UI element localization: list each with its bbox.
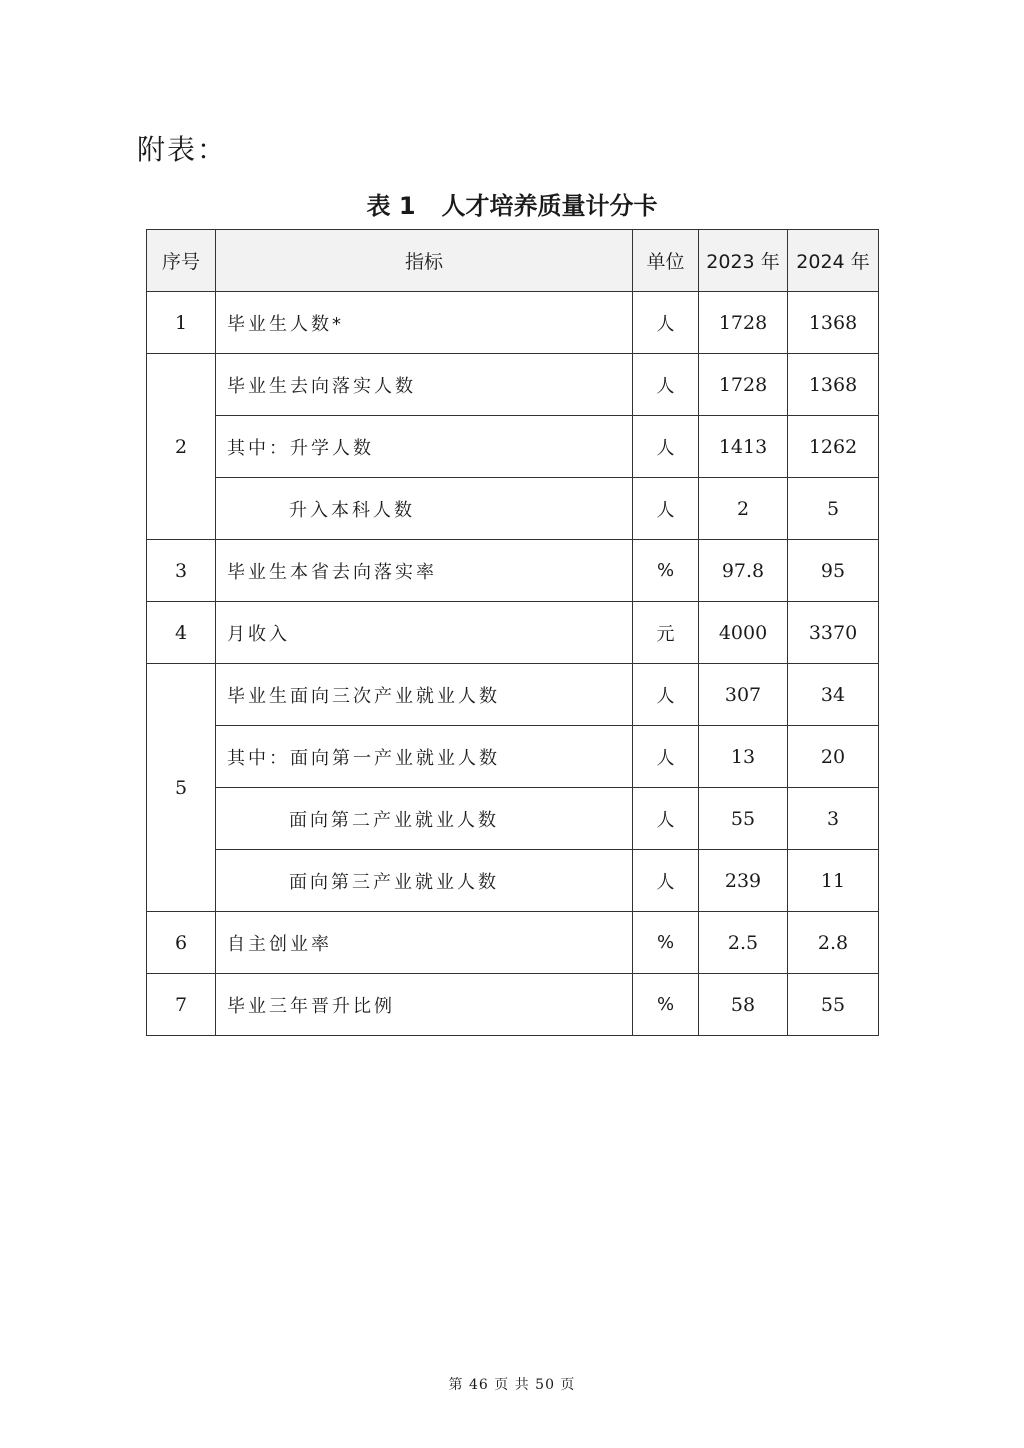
row-2024-value: 1368 <box>788 292 879 354</box>
talent-scorecard-table <box>146 229 879 1036</box>
row-no: 4 <box>147 602 216 664</box>
row-indicator: 其中：面向第一产业就业人数 <box>216 726 633 788</box>
row-2023-value: 58 <box>699 974 788 1036</box>
row-no: 7 <box>147 974 216 1036</box>
table-row <box>147 540 879 602</box>
table-row <box>147 602 879 664</box>
row-2024-value: 34 <box>788 664 879 726</box>
row-2024-value: 20 <box>788 726 879 788</box>
header-2024: 2024 年 <box>788 230 879 292</box>
row-2024-value: 55 <box>788 974 879 1036</box>
row-2023-value: 4000 <box>699 602 788 664</box>
row-unit: 人 <box>633 478 699 540</box>
row-indicator: 毕业生本省去向落实率 <box>216 540 633 602</box>
row-2023-value: 55 <box>699 788 788 850</box>
row-unit: 人 <box>633 788 699 850</box>
row-indicator: 毕业生面向三次产业就业人数 <box>216 664 633 726</box>
row-no: 5 <box>147 664 216 912</box>
row-2023-value: 1728 <box>699 292 788 354</box>
table-number: 表 1 <box>366 192 416 220</box>
header-row <box>147 230 879 292</box>
page-footer: 第 46 页 共 50 页 <box>448 1377 576 1393</box>
row-indicator: 自主创业率 <box>216 912 633 974</box>
row-indicator: 面向第三产业就业人数 <box>216 850 633 912</box>
row-2023-value: 2.5 <box>699 912 788 974</box>
row-no: 1 <box>147 292 216 354</box>
row-no: 3 <box>147 540 216 602</box>
row-2024-value: 1368 <box>788 354 879 416</box>
row-2023-value: 1413 <box>699 416 788 478</box>
row-unit: 人 <box>633 850 699 912</box>
row-2023-value: 307 <box>699 664 788 726</box>
row-unit: 人 <box>633 292 699 354</box>
row-unit: 元 <box>633 602 699 664</box>
row-2024-value: 3370 <box>788 602 879 664</box>
table-row <box>147 726 879 788</box>
row-unit: 人 <box>633 664 699 726</box>
table-row <box>147 974 879 1036</box>
row-indicator: 面向第二产业就业人数 <box>216 788 633 850</box>
header-indicator: 指标 <box>216 230 633 292</box>
row-unit: 人 <box>633 416 699 478</box>
row-2023-value: 2 <box>699 478 788 540</box>
row-2024-value: 2.8 <box>788 912 879 974</box>
row-2024-value: 95 <box>788 540 879 602</box>
table-row <box>147 478 879 540</box>
row-2024-value: 1262 <box>788 416 879 478</box>
appendix-label: 附表： <box>137 133 228 166</box>
row-indicator: 毕业生去向落实人数 <box>216 354 633 416</box>
row-no: 6 <box>147 912 216 974</box>
row-2023-value: 13 <box>699 726 788 788</box>
row-2023-value: 239 <box>699 850 788 912</box>
table-row <box>147 788 879 850</box>
table-title: 人才培养质量计分卡 <box>441 192 658 220</box>
row-unit: % <box>633 540 699 602</box>
header-2023: 2023 年 <box>699 230 788 292</box>
header-unit: 单位 <box>633 230 699 292</box>
row-2023-value: 97.8 <box>699 540 788 602</box>
row-unit: % <box>633 974 699 1036</box>
row-indicator: 其中：升学人数 <box>216 416 633 478</box>
row-unit: % <box>633 912 699 974</box>
table-caption <box>0 186 1024 221</box>
row-indicator: 月收入 <box>216 602 633 664</box>
row-2024-value: 3 <box>788 788 879 850</box>
header-no: 序号 <box>147 230 216 292</box>
row-2023-value: 1728 <box>699 354 788 416</box>
row-indicator: 毕业三年晋升比例 <box>216 974 633 1036</box>
row-no: 2 <box>147 354 216 540</box>
row-indicator: 升入本科人数 <box>216 478 633 540</box>
row-indicator: 毕业生人数* <box>216 292 633 354</box>
table-row <box>147 664 879 726</box>
table-row <box>147 416 879 478</box>
table-row <box>147 354 879 416</box>
table-row <box>147 292 879 354</box>
row-unit: 人 <box>633 726 699 788</box>
table-row <box>147 850 879 912</box>
row-2024-value: 5 <box>788 478 879 540</box>
row-2024-value: 11 <box>788 850 879 912</box>
row-unit: 人 <box>633 354 699 416</box>
table-row <box>147 912 879 974</box>
